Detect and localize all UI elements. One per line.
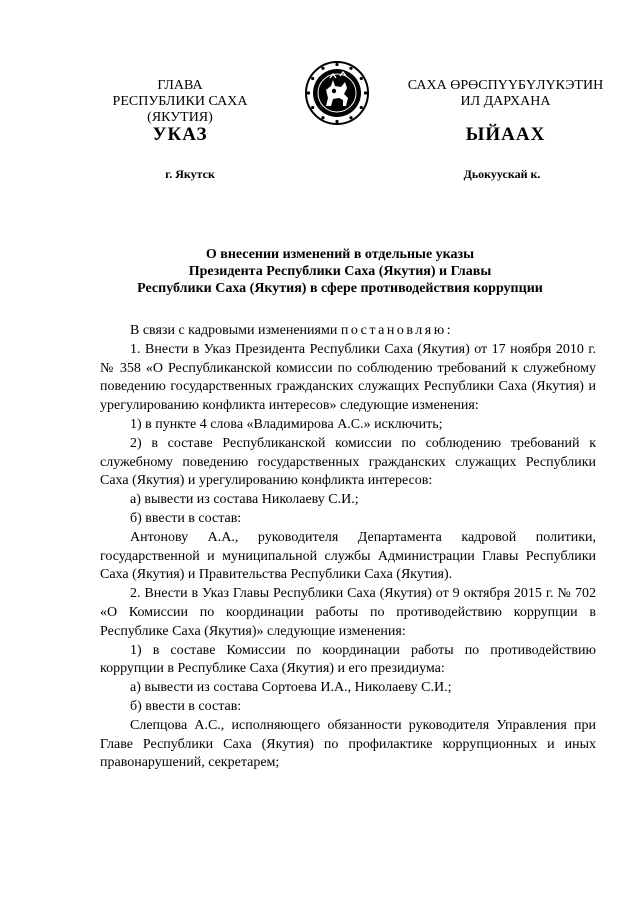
header-left-line1: ГЛАВА — [157, 78, 203, 93]
coat-of-arms-emblem-icon — [304, 60, 370, 126]
paragraph-2-item-1a: а) вывести из состава Сортоева И.А., Николаеву С.И.; — [130, 680, 452, 696]
decree-title — [60, 246, 620, 297]
paragraph-2-item-1: 1) в составе Комиссии по координации работы по противодействию коррупции в Республике Саха (Якутия) и его президиума: — [100, 642, 596, 677]
paragraph-1: 1. Внести в Указ Президента Республики Саха (Якутия) от 17 ноября 2010 г. № 358 «О Республиканской комиссии по соблюдению требований к служебному поведению государственных гражданских служащих Республики Саха (Якутия) и урегулированию конфликта интересов» следующие изменения: — [100, 341, 596, 414]
city-sakha: Дьокуускай к. — [463, 167, 541, 181]
paragraph-1-item-2a: а) вывести из состава Николаеву С.И.; — [130, 492, 359, 508]
header-right — [398, 78, 613, 110]
header-right-line1: САХА ӨРӨСПҮҮБҮЛҮКЭТИН — [407, 78, 604, 93]
preamble-resolve: постановляю: — [340, 323, 454, 338]
header-left-line2: РЕСПУБЛИКИ САХА (ЯКУТИЯ) — [112, 94, 248, 125]
paragraph-1-item-2b-text: Антонову А.А., руководителя Департамента кадровой политики, государственной и муниципальной службы Администрации Главы Республики Саха (Якутия) и Правительства Республики Саха (Якутия). — [100, 529, 596, 583]
doc-type-ru: УКАЗ — [152, 124, 208, 145]
paragraph-1-item-2: 2) в составе Республиканской комиссии по соблюдению требований к служебному поведению государственных гражданских служащих Республики Саха (Якутия) и урегулированию конфликта интересов: — [100, 435, 596, 489]
doc-type-sakha: ЫЙААХ — [465, 124, 546, 145]
header-right-line2: ИЛ ДАРХАНА — [460, 94, 551, 109]
title-line2: Президента Республики Саха (Якутия) и Главы — [188, 264, 492, 279]
paragraph-2-item-1b: б) ввести в состав: — [130, 698, 242, 714]
title-line1: О внесении изменений в отдельные указы — [205, 247, 475, 262]
city-ru: г. Якутск — [165, 167, 215, 181]
paragraph-2-item-1b-text: Слепцова А.С., исполняющего обязанности руководителя Управления при Главе Республики Саха (Якутия) по профилактике коррупционных и иных правонарушений, секретарем; — [100, 717, 596, 771]
preamble-text: В связи с кадровыми изменениями — [130, 323, 341, 338]
decree-body — [100, 322, 596, 773]
paragraph-2: 2. Внести в Указ Главы Республики Саха (Якутия) от 9 октября 2015 г. № 702 «О Комиссии по координации работы по противодействию коррупции в Республике Саха (Якутия)» следующие изменения: — [100, 586, 596, 639]
preamble — [100, 322, 596, 341]
paragraph-1-item-1: 1) в пункте 4 слова «Владимирова А.С.» исключить; — [130, 416, 443, 432]
header-left — [80, 78, 280, 126]
title-line3: Республики Саха (Якутия) в сфере противодействия коррупции — [137, 281, 543, 296]
paragraph-1-item-2b: б) ввести в состав: — [130, 510, 242, 526]
